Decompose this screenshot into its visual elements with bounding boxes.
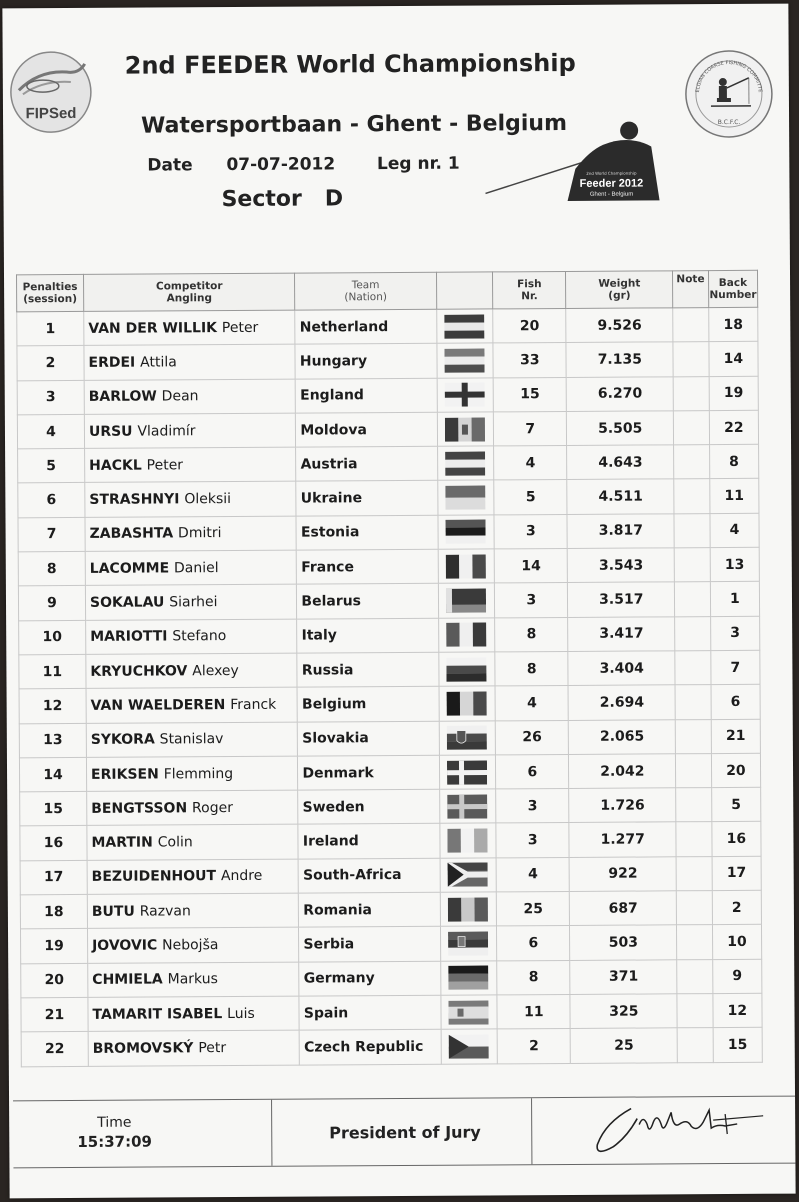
note [673, 308, 709, 343]
position: 20 [21, 963, 88, 998]
team-nation: Slovakia [298, 721, 439, 756]
position: 17 [20, 860, 87, 895]
competitor-first-name: Daniel [173, 559, 219, 577]
competitor-last-name: ZABASHTA [89, 525, 174, 543]
note [675, 719, 711, 754]
note [674, 445, 710, 480]
competitor-name [88, 1030, 300, 1066]
competitor-first-name: Stefano [172, 628, 227, 645]
team-nation: Czech Republic [299, 1029, 440, 1064]
fish-count: 3 [496, 789, 569, 824]
fish-count: 5 [494, 480, 567, 515]
note [677, 1028, 713, 1063]
team-nation: Ukraine [296, 481, 437, 516]
team-nation: Moldova [296, 412, 437, 447]
competitor-first-name: Stanislav [159, 731, 224, 748]
team-nation: Austria [296, 446, 437, 481]
team-nation: Netherland [295, 309, 436, 344]
bcfc-logo [683, 48, 776, 141]
table-row [18, 582, 759, 621]
italy-flag-icon [447, 623, 487, 647]
note [676, 753, 712, 788]
weight: 4.511 [567, 479, 674, 514]
weight: 2.042 [569, 754, 676, 789]
back-number: 8 [709, 444, 758, 479]
competitor-last-name: BEZUIDENHOUT [91, 868, 217, 886]
position: 15 [20, 792, 87, 827]
note [674, 513, 710, 548]
position: 3 [17, 380, 84, 415]
result-sheet [2, 4, 795, 1199]
weight: 687 [570, 891, 677, 926]
note [675, 685, 711, 720]
team-nation: Serbia [299, 927, 440, 962]
back-number: 6 [711, 685, 760, 720]
weight: 3.517 [568, 582, 675, 617]
back-number: 3 [710, 616, 759, 651]
weight: 2.065 [569, 719, 676, 754]
header-penalties: Penalties (session) [17, 274, 84, 311]
note [674, 410, 710, 445]
back-number: 16 [712, 822, 761, 857]
competitor-last-name: ERDEI [88, 354, 136, 371]
flag-cell [438, 583, 495, 618]
weight: 25 [571, 1028, 678, 1063]
competitor-first-name: Roger [191, 799, 233, 817]
sweden-flag-icon [448, 794, 488, 818]
table-row [17, 410, 758, 449]
competitor-first-name: Siarhei [169, 594, 218, 611]
team-nation: Denmark [298, 755, 439, 790]
table-row [20, 822, 761, 861]
competitor-name [84, 379, 296, 415]
table-row [20, 890, 761, 929]
competitor-first-name: Andre [220, 868, 263, 885]
note [673, 342, 709, 377]
note [676, 856, 712, 891]
back-number: 14 [709, 342, 758, 377]
table-row [19, 719, 760, 758]
header-weight: Weight (gr) [566, 271, 673, 309]
fish-count: 4 [495, 686, 568, 721]
jury-cell [271, 1098, 532, 1166]
weight: 5.505 [567, 411, 674, 446]
weight: 503 [570, 925, 677, 960]
flag-cell [437, 480, 494, 515]
competitor-first-name: Oleksii [184, 491, 232, 508]
flag-cell [438, 618, 495, 653]
table-row [18, 479, 759, 518]
competitor-name [87, 927, 299, 963]
weight: 6.270 [567, 376, 674, 411]
back-number: 17 [712, 856, 761, 891]
competitor-last-name: TAMARIT ISABEL [92, 1005, 223, 1023]
time-label: Time [97, 1114, 132, 1131]
note [675, 616, 711, 651]
competitor-last-name: ERIKSEN [90, 765, 159, 783]
england-flag-icon [445, 383, 485, 407]
header-team: Team (Nation) [295, 272, 437, 310]
position: 21 [21, 997, 88, 1032]
position: 11 [19, 654, 86, 689]
fish-count: 20 [493, 308, 566, 343]
back-number: 11 [710, 479, 759, 514]
team-nation: Hungary [295, 344, 436, 379]
table-row [18, 513, 759, 552]
competitor-first-name: Petr [198, 1039, 227, 1057]
fipsed-logo [9, 50, 94, 135]
date-line [147, 154, 460, 176]
table-row [20, 787, 761, 826]
note [676, 891, 712, 926]
table-row [19, 650, 760, 689]
weight: 4.643 [567, 445, 674, 480]
team-nation: Spain [299, 995, 440, 1030]
competitor-name [86, 687, 298, 723]
fish-count: 7 [494, 411, 567, 446]
back-number: 20 [711, 753, 760, 788]
competitor-name [87, 825, 299, 861]
back-number: 19 [709, 376, 758, 411]
weight: 2.694 [568, 685, 675, 720]
flag-cell [438, 549, 495, 584]
back-number: 12 [713, 993, 762, 1028]
fish-count: 33 [493, 343, 566, 378]
competitor-name [84, 413, 296, 449]
flag-cell [441, 1029, 498, 1064]
flag-cell [437, 412, 494, 447]
flag-cell [439, 789, 496, 824]
competitor-first-name: Flemming [163, 765, 234, 782]
position: 18 [20, 894, 87, 929]
competitor-first-name: Peter [146, 457, 184, 474]
competitor-first-name: Dean [161, 388, 199, 405]
competitor-last-name: KRYUCHKOV [90, 662, 188, 680]
flag-cell [439, 755, 496, 790]
competitor-first-name: Razvan [139, 902, 191, 920]
competitor-name [85, 482, 297, 518]
table-row [20, 925, 761, 964]
flag-cell [437, 446, 494, 481]
header-note: Note [673, 271, 709, 308]
flag-cell [440, 858, 497, 893]
position: 22 [21, 1032, 88, 1067]
sector: Sector D [221, 186, 344, 213]
position: 16 [20, 826, 87, 861]
flag-cell [438, 515, 495, 550]
table-row [18, 547, 759, 586]
svg-text:Feeder 2012: Feeder 2012 [579, 177, 644, 190]
table-header-row [17, 270, 758, 312]
competitor-last-name: BENGTSSON [91, 800, 188, 817]
team-nation: England [296, 378, 437, 413]
flag-cell [437, 343, 494, 378]
header-fish: Fish Nr. [493, 271, 566, 308]
table-row [20, 856, 761, 895]
position: 8 [18, 551, 85, 586]
competitor-last-name: HACKL [89, 457, 142, 474]
competitor-last-name: VAN DER WILLIK [88, 319, 218, 337]
note [675, 582, 711, 617]
back-number: 2 [712, 890, 761, 925]
position: 12 [19, 689, 86, 724]
back-number: 5 [711, 787, 760, 822]
fish-count: 4 [494, 446, 567, 481]
table-row [19, 616, 760, 655]
fish-count: 25 [496, 892, 569, 927]
ukraine-flag-icon [446, 486, 486, 510]
position: 13 [19, 723, 86, 758]
competitor-name [88, 962, 300, 998]
competitor-name [84, 344, 296, 380]
position: 14 [19, 757, 86, 792]
position: 19 [20, 929, 87, 964]
svg-text:2nd World Championship: 2nd World Championship [586, 170, 637, 176]
table-row [17, 376, 758, 415]
czech-flag-icon [449, 1034, 489, 1058]
competitor-name [85, 516, 297, 552]
competitor-name [86, 756, 298, 792]
competitor-name [85, 447, 297, 483]
competitor-last-name: VAN WAELDEREN [90, 696, 226, 714]
austria-flag-icon [445, 451, 485, 475]
table-row [17, 307, 758, 346]
table-row [19, 753, 760, 792]
table-row [19, 685, 760, 724]
fish-count: 2 [497, 1029, 570, 1064]
back-number: 15 [713, 1028, 762, 1063]
note [673, 376, 709, 411]
fish-count: 6 [497, 926, 570, 961]
competitor-name [87, 859, 299, 895]
header-flag [436, 272, 493, 309]
competitor-name [84, 310, 296, 346]
weight: 9.526 [566, 308, 673, 343]
team-nation: Estonia [296, 515, 437, 550]
competitor-last-name: STRASHNYI [89, 491, 180, 509]
competitor-first-name: Dmitri [177, 525, 222, 542]
fish-count: 4 [496, 857, 569, 892]
flag-cell [436, 309, 493, 344]
time-value: 15:37:09 [77, 1132, 152, 1151]
back-number: 18 [708, 307, 757, 342]
position: 4 [17, 414, 84, 449]
hungary-flag-icon [445, 348, 485, 372]
weight: 922 [569, 857, 676, 892]
team-nation: Russia [297, 652, 438, 687]
header-back-number: Back Number [708, 270, 757, 307]
results-table [16, 270, 763, 1067]
weight: 3.417 [568, 616, 675, 651]
moldova-flag-icon [445, 417, 485, 441]
team-nation: Romania [299, 892, 440, 927]
fish-count: 8 [495, 617, 568, 652]
belgium-flag-icon [447, 691, 487, 715]
note [676, 788, 712, 823]
note [677, 959, 713, 994]
weight: 3.543 [568, 548, 675, 583]
competitor-last-name: BARLOW [88, 388, 157, 406]
team-nation: Italy [297, 618, 438, 653]
page-title: 2nd FEEDER World Championship [124, 48, 576, 80]
feeder-2012-logo [479, 114, 666, 215]
fish-count: 3 [494, 514, 567, 549]
spain-flag-icon [449, 1000, 489, 1024]
date-value: 07-07-2012 [226, 154, 336, 176]
denmark-flag-icon [447, 760, 487, 784]
fish-count: 8 [497, 960, 570, 995]
team-nation: Germany [299, 961, 440, 996]
flag-cell [437, 378, 494, 413]
competitor-last-name: BROMOVSKÝ [92, 1040, 194, 1057]
competitor-first-name: Alexey [192, 662, 239, 679]
ireland-flag-icon [448, 829, 488, 853]
netherlands-flag-icon [445, 314, 485, 338]
weight: 7.135 [566, 342, 673, 377]
competitor-first-name: Nebojša [162, 937, 219, 954]
position: 7 [18, 517, 85, 552]
competitor-name [87, 790, 299, 826]
team-nation: Sweden [298, 789, 439, 824]
svg-text:B.C.F.C.: B.C.F.C. [717, 118, 741, 127]
fish-count: 14 [494, 549, 567, 584]
weight: 325 [570, 994, 677, 1029]
competitor-last-name: URSU [88, 423, 133, 440]
germany-flag-icon [449, 966, 489, 990]
team-nation: Belgium [297, 687, 438, 722]
weight: 3.404 [568, 651, 675, 686]
slovakia-flag-icon [447, 726, 487, 750]
table-row [21, 993, 762, 1032]
flag-cell [439, 686, 496, 721]
note [674, 548, 710, 583]
weight: 1.726 [569, 788, 676, 823]
competitor-last-name: MARIOTTI [90, 628, 168, 646]
note [677, 994, 713, 1029]
competitor-first-name: Peter [221, 319, 259, 336]
note [674, 479, 710, 514]
competitor-name [88, 996, 300, 1032]
table-row [18, 444, 759, 483]
belarus-flag-icon [446, 588, 486, 612]
russia-flag-icon [447, 657, 487, 681]
competitor-last-name: CHMIELA [92, 971, 163, 989]
back-number: 4 [710, 513, 759, 548]
competitor-last-name: SOKALAU [89, 594, 165, 611]
team-nation: France [297, 549, 438, 584]
flag-cell [439, 720, 496, 755]
fish-count: 15 [493, 377, 566, 412]
note [675, 651, 711, 686]
competitor-name [85, 584, 297, 620]
flag-cell [441, 995, 498, 1030]
back-number: 7 [711, 650, 760, 685]
flag-cell [438, 652, 495, 687]
weight: 3.817 [567, 514, 674, 549]
team-nation: Belarus [297, 584, 438, 619]
back-number: 9 [712, 959, 761, 994]
fish-count: 6 [496, 754, 569, 789]
france-flag-icon [446, 554, 486, 578]
date-label: Date [147, 155, 193, 176]
weight: 371 [570, 959, 677, 994]
competitor-first-name: Colin [157, 834, 193, 851]
competitor-last-name: BUTU [91, 903, 135, 920]
flag-cell [440, 892, 497, 927]
fish-count: 3 [495, 583, 568, 618]
venue: Watersportbaan - Ghent - Belgium [141, 110, 568, 139]
position: 6 [18, 483, 85, 518]
team-nation: Ireland [298, 824, 439, 859]
romania-flag-icon [448, 897, 488, 921]
fish-count: 3 [496, 823, 569, 858]
flag-cell [440, 961, 497, 996]
competitor-last-name: MARTIN [91, 834, 153, 851]
position: 1 [17, 311, 84, 346]
position: 9 [18, 586, 85, 621]
team-nation: South-Africa [298, 858, 439, 893]
header-competitor: Competitor Angling [83, 273, 295, 311]
flag-cell [440, 823, 497, 858]
note [677, 925, 713, 960]
president-of-jury-label: President of Jury [329, 1122, 481, 1143]
competitor-last-name: SYKORA [90, 731, 155, 749]
flag-cell [440, 926, 497, 961]
fish-count: 26 [495, 720, 568, 755]
svg-text:BELGIAN COARSE FISHING COMMITT: BELGIAN COARSE FISHING COMMITTEE [694, 59, 763, 93]
competitor-first-name: Franck [230, 696, 277, 713]
competitor-name [86, 619, 298, 655]
svg-text:FIPSed: FIPSed [25, 104, 77, 123]
competitor-name [86, 722, 298, 758]
serbia-flag-icon [448, 931, 488, 955]
competitor-first-name: Luis [227, 1005, 255, 1022]
leg-number: Leg nr. 1 [376, 153, 460, 175]
table-row [21, 959, 762, 998]
competitor-first-name: Markus [167, 971, 218, 988]
weight: 1.277 [569, 822, 676, 857]
position: 2 [17, 346, 84, 381]
position: 10 [19, 620, 86, 655]
fish-count: 11 [497, 994, 570, 1029]
estonia-flag-icon [446, 520, 486, 544]
competitor-last-name: LACOMME [89, 560, 170, 577]
table-row [21, 1028, 762, 1067]
jury-signature [587, 1094, 787, 1165]
back-number: 10 [712, 925, 761, 960]
time-cell [13, 1100, 272, 1168]
table-row [17, 342, 758, 381]
fish-count: 8 [495, 651, 568, 686]
back-number: 22 [709, 410, 758, 445]
competitor-name [85, 550, 297, 586]
note [676, 822, 712, 857]
southafrica-flag-icon [448, 863, 488, 887]
competitor-last-name: JOVOVIC [92, 937, 158, 954]
competitor-first-name: Attila [140, 354, 177, 371]
competitor-first-name: Vladimír [137, 422, 196, 440]
position: 5 [18, 449, 85, 484]
back-number: 21 [711, 719, 760, 754]
competitor-name [86, 653, 298, 689]
svg-text:Ghent - Belgium: Ghent - Belgium [589, 191, 634, 198]
back-number: 13 [710, 547, 759, 582]
back-number: 1 [710, 582, 759, 617]
competitor-name [87, 893, 299, 929]
